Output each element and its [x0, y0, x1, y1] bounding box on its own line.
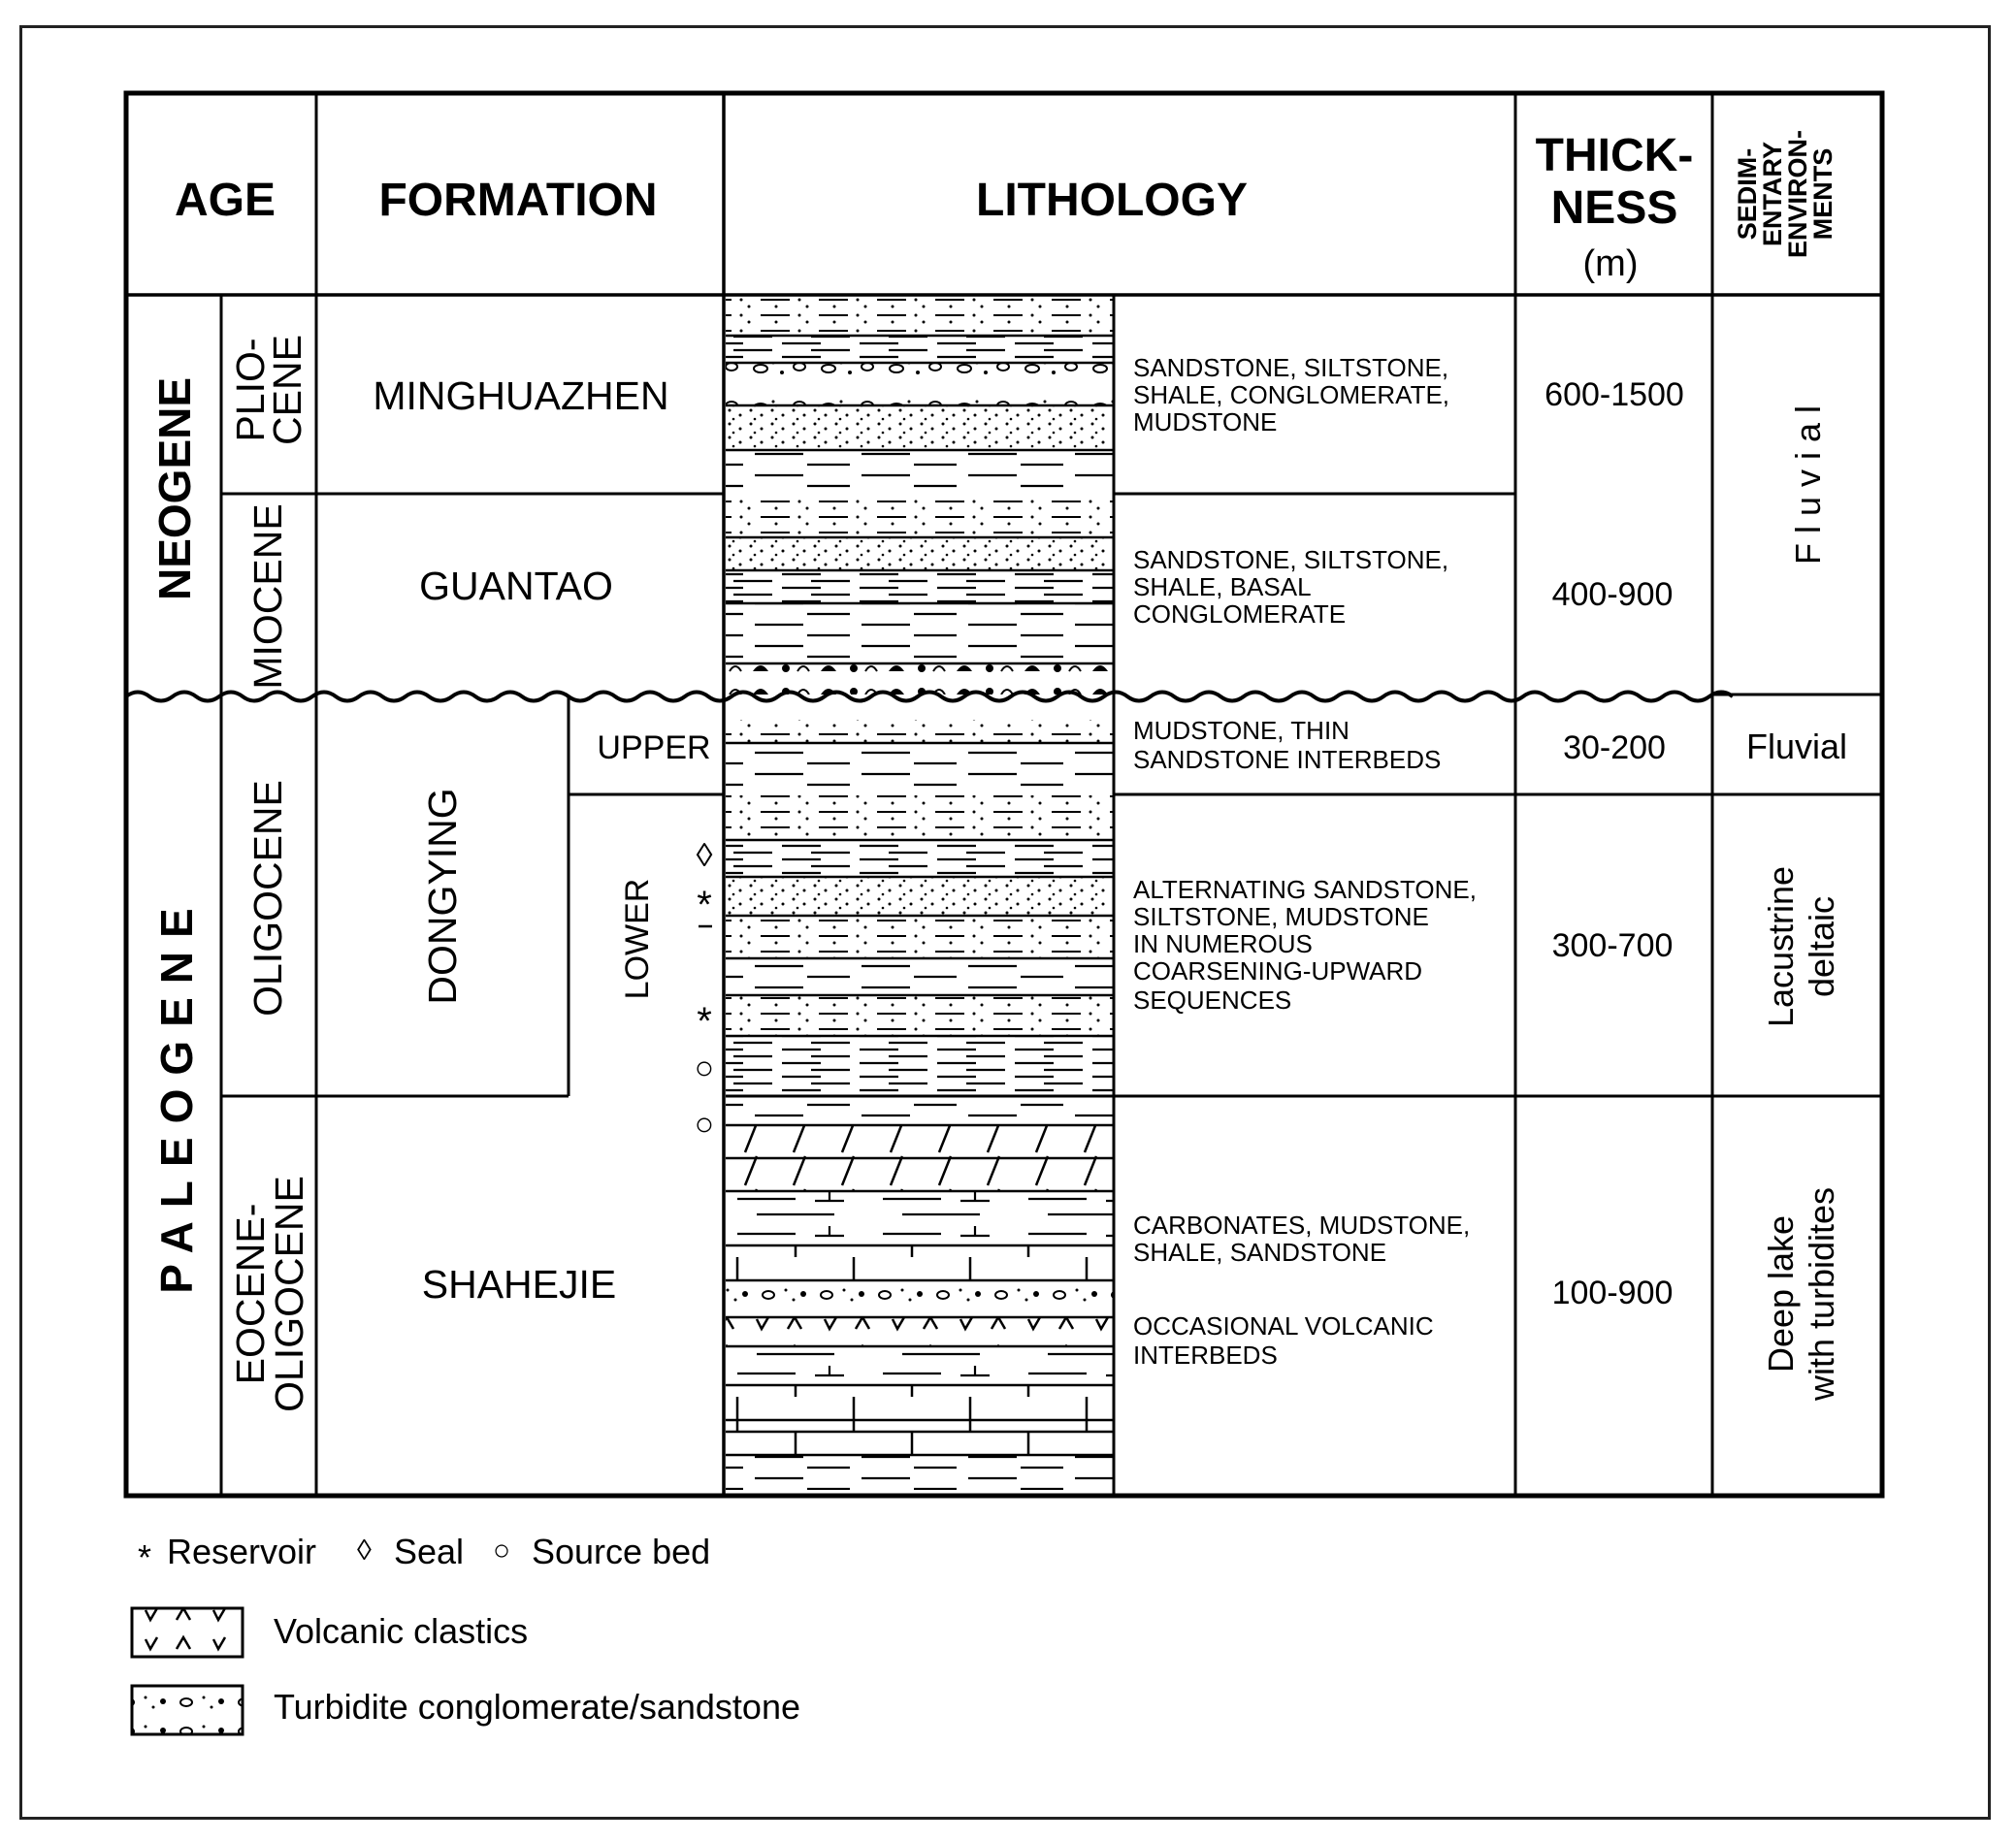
desc-shahejie-4: INTERBEDS — [1133, 1341, 1278, 1370]
reservoir-symbol-2: * — [697, 1000, 712, 1043]
lith-sand-1 — [726, 405, 1113, 450]
lith-marl-2 — [726, 1346, 1113, 1385]
desc-upper-2: SANDSTONE INTERBEDS — [1133, 745, 1442, 774]
lith-mud-7 — [726, 1096, 1113, 1125]
unconformity-line — [126, 693, 1733, 701]
header-env-1: SEDIM- — [1733, 147, 1762, 241]
thickness-minghuazhen: 600-1500 — [1545, 376, 1684, 413]
lith-silt-5 — [726, 916, 1113, 958]
description-guantao — [1133, 545, 1448, 629]
thickness-shahejie: 100-900 — [1551, 1275, 1674, 1311]
desc-shahejie-3: OCCASIONAL VOLCANIC — [1133, 1311, 1434, 1341]
thickness-guantao: 400-900 — [1551, 576, 1674, 613]
desc-guantao-1: SANDSTONE, SILTSTONE, — [1133, 545, 1449, 574]
formation-dongying: DONGYING — [420, 788, 465, 1005]
desc-lower-4: COARSENING-UPWARD — [1133, 956, 1423, 986]
env-lacustrine-1: Lacustrine — [1761, 865, 1801, 1028]
desc-upper-1: MUDSTONE, THIN — [1133, 716, 1349, 745]
lith-conglomerate-1 — [726, 363, 1113, 405]
epoch-eocene-oligocene-2: OLIGOCENE — [267, 1176, 311, 1412]
formation-lower: LOWER — [619, 878, 656, 1000]
desc-minghuazhen-1: SANDSTONE, SILTSTONE, — [1133, 353, 1449, 382]
formation-guantao: GUANTAO — [419, 564, 613, 608]
source-symbol-1: ○ — [694, 1050, 715, 1086]
description-minghuazhen — [1133, 353, 1449, 436]
thickness-dongying-upper: 30-200 — [1563, 729, 1666, 766]
env-lacustrine-2: deltaic — [1802, 895, 1841, 998]
header-thickness-1: THICK- — [1535, 130, 1694, 181]
lith-silt-2 — [726, 495, 1113, 537]
epoch-pliocene-2: CENE — [265, 335, 309, 445]
desc-lower-5: SEQUENCES — [1133, 986, 1292, 1015]
epoch-oligocene: OLIGOCENE — [245, 780, 290, 1017]
legend — [132, 1532, 800, 1734]
legend-turbidite-label: Turbidite conglomerate/sandstone — [274, 1687, 800, 1727]
desc-lower-3: IN NUMEROUS — [1133, 929, 1313, 958]
legend-seal-icon: ◊ — [357, 1535, 372, 1567]
epoch-pliocene-1: PLIO- — [228, 338, 273, 442]
header-thickness-unit: (m) — [1582, 243, 1639, 284]
era-neogene: NEOGENE — [149, 376, 200, 601]
desc-minghuazhen-2: SHALE, CONGLOMERATE, — [1133, 380, 1450, 409]
lith-shale-1 — [726, 336, 1113, 363]
thickness-dongying-lower: 300-700 — [1551, 927, 1674, 964]
epoch-eocene-oligocene-1: EOCENE- — [228, 1203, 273, 1385]
header-env-4: MENTS — [1808, 147, 1837, 241]
env-fluvial-neogene: F l u v i a l — [1788, 404, 1828, 566]
epoch-miocene: MIOCENE — [245, 503, 290, 690]
header-env-3: ENVIRON- — [1783, 129, 1812, 259]
formation-upper: UPPER — [597, 729, 711, 766]
header-thickness-2: NESS — [1550, 182, 1678, 234]
desc-shahejie-1: CARBONATES, MUDSTONE, — [1133, 1211, 1471, 1240]
epoch-pliocene — [228, 335, 309, 445]
formation-shahejie: SHAHEJIE — [421, 1262, 617, 1307]
desc-guantao-2: SHALE, BASAL — [1133, 572, 1312, 601]
source-symbol-2: ○ — [694, 1106, 715, 1143]
env-fluvial-upper: Fluvial — [1745, 727, 1848, 766]
desc-lower-2: SILTSTONE, MUDSTONE — [1133, 902, 1429, 931]
lith-mud-5 — [726, 958, 1113, 995]
lith-volcanic — [726, 1317, 1113, 1346]
lith-sand-2 — [726, 537, 1113, 570]
lith-mud-8 — [726, 1455, 1113, 1490]
desc-shahejie-2: SHALE, SANDSTONE — [1133, 1238, 1387, 1267]
lith-turbidite — [726, 1280, 1113, 1317]
legend-seal-label: Seal — [394, 1532, 465, 1571]
description-dongying-lower — [1133, 875, 1477, 1015]
header-env-2: ENTARY — [1758, 142, 1787, 246]
desc-lower-1: ALTERNATING SANDSTONE, — [1133, 875, 1477, 904]
legend-volcanic-label: Volcanic clastics — [274, 1611, 529, 1651]
lith-marl-1 — [726, 1191, 1113, 1245]
description-dongying-upper — [1133, 716, 1441, 774]
header-lithology: LITHOLOGY — [976, 175, 1248, 226]
lithology-column — [726, 297, 1113, 1490]
env-deep-lake-2: with turbidites — [1802, 1186, 1841, 1402]
description-shahejie — [1133, 1211, 1470, 1370]
lith-shale-2 — [726, 570, 1113, 603]
lith-mud-1 — [726, 450, 1113, 495]
legend-source-icon: ○ — [493, 1535, 511, 1567]
epoch-eocene-oligocene — [228, 1176, 311, 1412]
env-deep-lake-1: Deep lake — [1761, 1214, 1801, 1373]
era-paleogene: PALEOGENE — [151, 894, 202, 1294]
lith-silt-6 — [726, 995, 1113, 1036]
lith-silt-3 — [726, 720, 1113, 743]
lith-limestone-1 — [726, 1245, 1113, 1280]
reservoir-symbol-1: * — [697, 884, 712, 926]
legend-source-label: Source bed — [532, 1532, 711, 1571]
legend-reservoir-label: Reservoir — [167, 1532, 317, 1571]
header-environments — [1733, 130, 1837, 258]
lith-sand-silt-1 — [726, 297, 1113, 336]
lith-basal-conglomerate — [726, 663, 1113, 695]
lith-silt-4 — [726, 795, 1113, 840]
legend-turbidite-swatch — [132, 1686, 243, 1734]
env-lacustrine — [1761, 866, 1841, 1027]
desc-minghuazhen-3: MUDSTONE — [1133, 407, 1278, 436]
header-age: AGE — [174, 175, 276, 226]
lith-shale-4 — [726, 840, 1113, 877]
legend-volcanic-swatch — [132, 1608, 243, 1657]
legend-reservoir-icon: * — [138, 1537, 152, 1577]
lith-mud-3 — [726, 743, 1113, 793]
lith-sand-4 — [726, 877, 1113, 916]
formation-minghuazhen: MINGHUAZHEN — [373, 373, 669, 418]
seal-symbol-1: ◊ — [696, 837, 713, 874]
desc-guantao-3: CONGLOMERATE — [1133, 599, 1347, 629]
lith-shale-6 — [726, 1036, 1113, 1094]
env-deep-lake — [1761, 1187, 1841, 1402]
header-formation: FORMATION — [378, 175, 658, 226]
lith-mud-2 — [726, 603, 1113, 663]
